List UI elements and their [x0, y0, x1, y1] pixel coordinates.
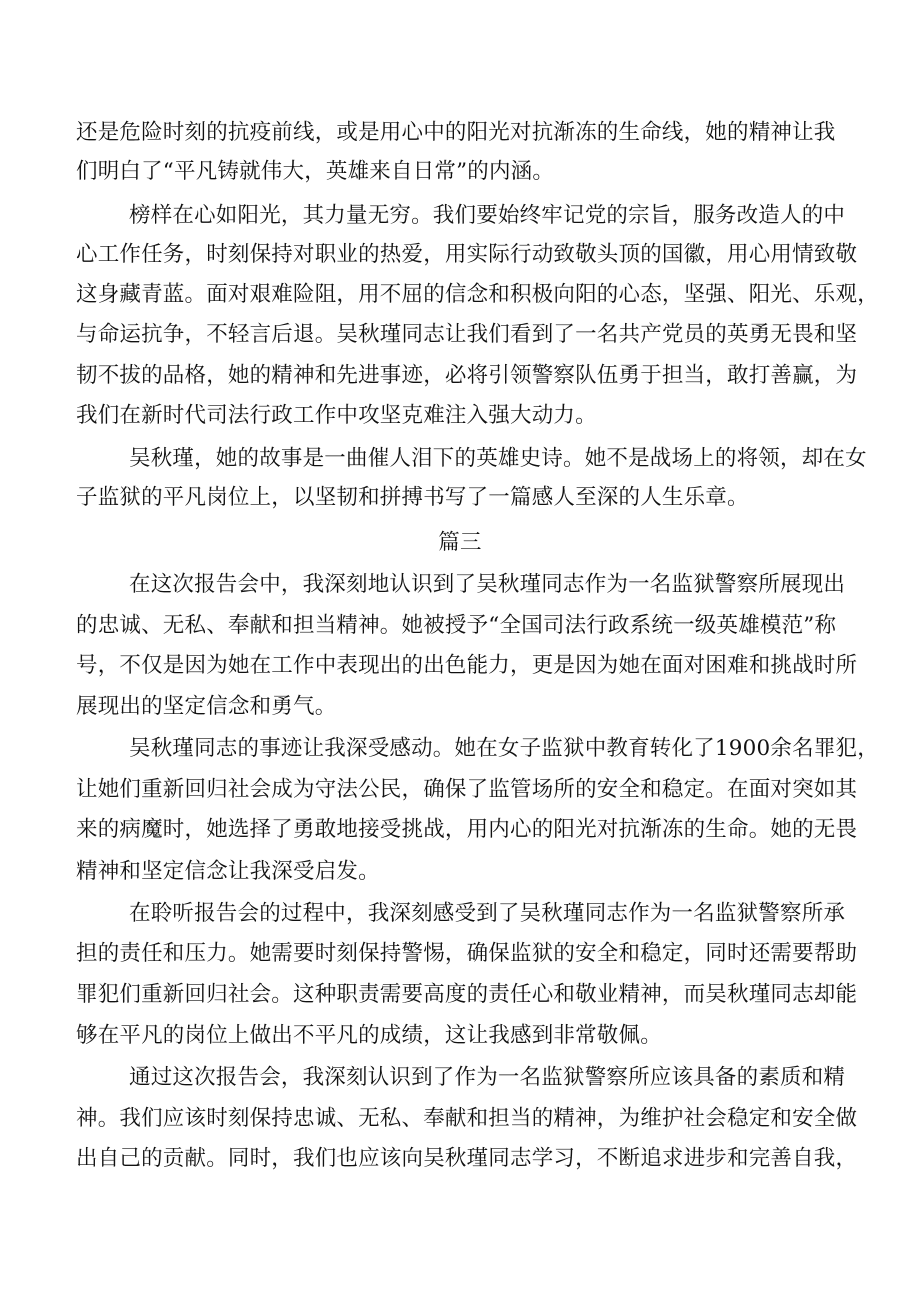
- paragraph-first-line: 在这次报告会中，我深刻地认识到了吴秋瑾同志作为一名监狱警察所展现出: [129, 572, 846, 597]
- paragraph-first-line: 榜样在心如阳光，其力量无穷。我们要始终牢记党的宗旨，服务改造人的中: [129, 203, 846, 228]
- text-line: 这身藏青蓝。面对艰难险阻，用不屈的信念和积极向阳的心态，坚强、阳光、乐观，: [76, 282, 879, 307]
- text-line: 担的责任和压力。她需要时刻保持警惕，确保监狱的安全和稳定，同时还需要帮助: [76, 941, 858, 966]
- text-line: 的忠诚、无私、奉献和担当精神。她被授予“全国司法行政系统一级英雄模范”称: [76, 613, 837, 638]
- paragraph-first-line: 吴秋瑾同志的事迹让我深受感动。她在女子监狱中教育转化了1900余名罪犯，: [129, 736, 879, 761]
- text-line: 让她们重新回归社会成为守法公民，确保了监管场所的安全和稳定。在面对突如其: [76, 777, 858, 802]
- text-line: 神。我们应该时刻保持忠诚、无私、奉献和担当的精神，为维护社会稳定和安全做: [76, 1106, 858, 1131]
- text-line: 心工作任务，时刻保持对职业的热爱，用实际行动致敬头顶的国徽，用心用情致敬: [76, 242, 858, 267]
- text-line: 还是危险时刻的抗疫前线，或是用心中的阳光对抗渐冻的生命线，她的精神让我: [76, 120, 836, 145]
- text-line: 号，不仅是因为她在工作中表现出的出色能力，更是因为她在面对困难和挑战时所: [76, 653, 858, 678]
- text-line: 子监狱的平凡岗位上，以坚韧和拼搏书写了一篇感人至深的人生乐章。: [76, 485, 749, 510]
- text-line: 展现出的坚定信念和勇气。: [76, 694, 337, 719]
- text-line: 我们在新时代司法行政工作中攻坚克难注入强大动力。: [76, 403, 597, 428]
- section-heading: 篇三: [438, 530, 482, 555]
- text-line: 韧不拔的品格，她的精神和先进事迹，必将引领警察队伍勇于担当，敢打善赢，为: [76, 363, 858, 388]
- text-line: 精神和坚定信念让我深受启发。: [76, 859, 380, 884]
- paragraph-first-line: 在聆听报告会的过程中，我深刻感受到了吴秋瑾同志作为一名监狱警察所承: [129, 901, 846, 926]
- text-line: 够在平凡的岗位上做出不平凡的成绩，这让我感到非常敬佩。: [76, 1023, 662, 1048]
- paragraph-first-line: 通过这次报告会，我深刻认识到了作为一名监狱警察所应该具备的素质和精: [129, 1065, 846, 1090]
- text-line: 与命运抗争，不轻言后退。吴秋瑾同志让我们看到了一名共产党员的英勇无畏和坚: [76, 322, 858, 347]
- text-line: 们明白了“平凡铸就伟大，英雄来自日常”的内涵。: [76, 159, 555, 184]
- text-line: 罪犯们重新回归社会。这种职责需要高度的责任心和敬业精神，而吴秋瑾同志却能: [76, 982, 858, 1007]
- paragraph-first-line: 吴秋瑾，她的故事是一曲催人泪下的英雄史诗。她不是战场上的将领，却在女: [129, 446, 867, 471]
- text-line: 来的病魔时，她选择了勇敢地接受挑战，用内心的阳光对抗渐冻的生命。她的无畏: [76, 817, 858, 842]
- text-line: 出自己的贡献。同时，我们也应该向吴秋瑾同志学习，不断追求进步和完善自我，: [76, 1146, 858, 1171]
